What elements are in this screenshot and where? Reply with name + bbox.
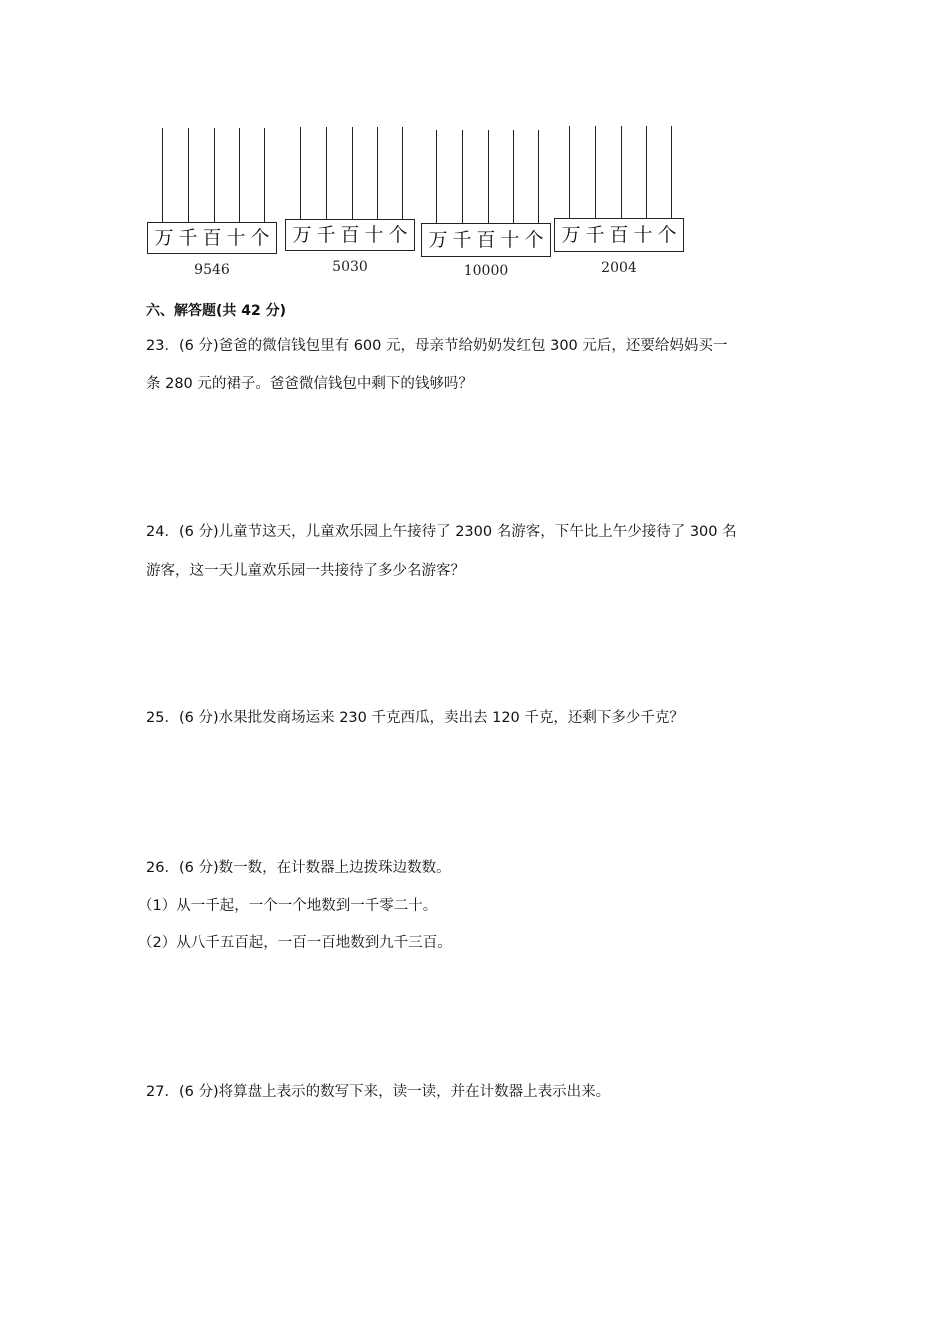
abacus-rod	[436, 130, 437, 223]
place-label: 十	[500, 228, 520, 251]
question-25-line-1: 25．(6 分)水果批发商场运来 230 千克西瓜，卖出去 120 千克，还剩下多少千克？	[146, 710, 684, 726]
abacus-rods	[554, 126, 684, 218]
abacus-rod	[264, 128, 265, 222]
question-24-line-2: 游客，这一天儿童欢乐园一共接待了多少名游客？	[146, 563, 465, 579]
abacus-rods	[147, 128, 277, 222]
section-title: 六、解答题(共 42 分)	[146, 303, 287, 319]
abacus-rod	[595, 126, 596, 218]
abacus-rod	[513, 130, 514, 223]
place-label: 十	[364, 223, 384, 246]
place-label: 百	[340, 223, 360, 246]
abacus-number: 2004	[601, 260, 637, 276]
question-26-sub-1: （1）从一千起，一个一个地数到一千零二十。	[138, 898, 438, 914]
place-label: 千	[585, 223, 605, 246]
place-label: 千	[178, 226, 198, 249]
abacus-rod	[646, 126, 647, 218]
abacus-rod	[300, 127, 301, 219]
abacus-rod	[188, 128, 189, 222]
place-label: 个	[657, 223, 677, 246]
abacus-number: 5030	[332, 259, 368, 275]
abacus-number: 9546	[194, 262, 230, 278]
place-label: 百	[202, 226, 222, 249]
abacus-rod	[326, 127, 327, 219]
place-label: 千	[316, 223, 336, 246]
place-label: 个	[388, 223, 408, 246]
place-label: 十	[633, 223, 653, 246]
abacus-rod	[569, 126, 570, 218]
abacus-rod	[462, 130, 463, 223]
place-label: 十	[226, 226, 246, 249]
question-24-line-1: 24．(6 分)儿童节这天，儿童欢乐园上午接待了 2300 名游客，下午比上午少接待了 300 名	[146, 524, 737, 540]
place-label: 个	[250, 226, 270, 249]
abacus-rod	[488, 130, 489, 223]
abacus-frame	[285, 219, 415, 251]
place-label: 百	[609, 223, 629, 246]
abacus-rod	[621, 126, 622, 218]
place-label: 万	[428, 228, 448, 251]
abacus-rod	[538, 130, 539, 223]
abacus-rod	[239, 128, 240, 222]
place-label: 个	[524, 228, 544, 251]
abacus-rod	[402, 127, 403, 219]
abacus-rod	[671, 126, 672, 218]
abacus-rod	[214, 128, 215, 222]
place-label: 千	[452, 228, 472, 251]
abacus-rod	[352, 127, 353, 219]
place-label: 百	[476, 228, 496, 251]
abacus-3	[421, 130, 551, 282]
abacus-frame	[421, 223, 551, 257]
place-label: 万	[561, 223, 581, 246]
question-23-line-1: 23．(6 分)爸爸的微信钱包里有 600 元，母亲节给奶奶发红包 300 元后，还要给妈妈买一	[146, 338, 728, 354]
abacus-1	[147, 128, 277, 278]
abacus-rods	[285, 127, 415, 219]
question-26-sub-2: （2）从八千五百起，一百一百地数到九千三百。	[138, 935, 452, 951]
abacus-frame	[554, 218, 684, 252]
abacus-rods	[421, 130, 551, 223]
abacus-2	[285, 127, 415, 277]
place-label: 万	[154, 226, 174, 249]
abacus-rod	[162, 128, 163, 222]
question-26-line-1: 26．(6 分)数一数，在计数器上边拨珠边数数。	[146, 860, 451, 876]
place-label: 万	[292, 223, 312, 246]
abacus-frame	[147, 222, 277, 254]
question-27-line-1: 27．(6 分)将算盘上表示的数写下来，读一读，并在计数器上表示出来。	[146, 1084, 611, 1100]
abacus-number: 10000	[463, 263, 509, 279]
abacus-4	[554, 126, 684, 276]
question-23-line-2: 条 280 元的裙子。爸爸微信钱包中剩下的钱够吗？	[146, 376, 473, 392]
abacus-rod	[377, 127, 378, 219]
